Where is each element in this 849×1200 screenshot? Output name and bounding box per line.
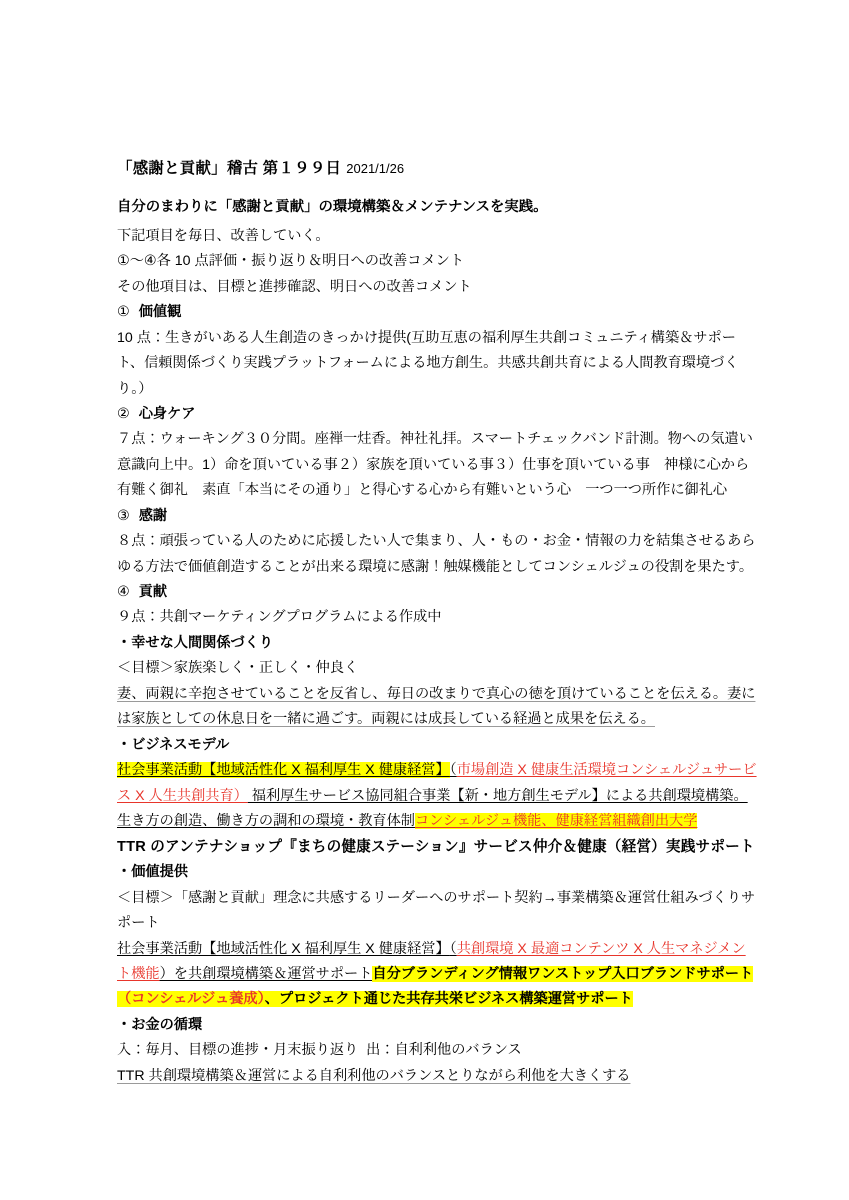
text-run: ）を共創環境構築＆運営サポート: [159, 966, 373, 983]
item-title: 心身ケア: [138, 405, 196, 422]
item-title: 価値観: [138, 304, 182, 321]
intro-line: その他項目は、目標と進捗確認、明日への改善コメント: [117, 278, 472, 295]
item-marker: ③: [117, 507, 130, 524]
intro-line: ①～④各 10 点評価・振り返り＆明日への改善コメント: [117, 253, 465, 270]
item-heading-4: [117, 580, 757, 606]
section-heading-relationships: ・幸せな人間関係づくり: [117, 634, 274, 651]
item-marker: ④: [117, 583, 130, 600]
text-run: 市場創造 X 健康生活環境コンシェルジュサービス X 人生共創共育）: [117, 762, 757, 804]
text-run: （: [449, 762, 457, 779]
item-heading-2: [117, 402, 757, 428]
text-run: （: [449, 940, 457, 957]
item-marker: ②: [117, 405, 130, 422]
section-flow-money: 入：毎月、目標の進捗・月末振り返り 出：自利利他のバランス: [117, 1042, 522, 1059]
section-body-relationships: 妻、両親に辛抱させていることを反省し、毎日の改まりで真心の徳を頂けていることを伝える。妻には家族としての休息日を一緒に過ごす。両親には成長している経過と成果を伝える。: [117, 685, 756, 728]
item-heading-3: [117, 504, 757, 530]
text-run: 社会事業活動【地域活性化 X 福利厚生 X 健康経営】: [117, 762, 450, 779]
item-title: 貢献: [138, 583, 168, 600]
document-body: [117, 156, 757, 1089]
text-run: 自分ブランディング情報ワンストップ入口ブランドサポート: [372, 966, 754, 983]
page-title-date: 2021/1/26: [346, 161, 405, 176]
section-body-value-offer: [117, 937, 757, 1013]
lead-statement: 自分のまわりに「感謝と貢献」の環境構築＆メンテナンスを実践。: [117, 199, 548, 215]
ttr-antenna-shop-line: TTR のアンテナショップ『まちの健康ステーション』サービス仲介＆健康（経営）実践サポート: [117, 839, 755, 856]
item-body-4: ９点：共創マーケティングプログラムによる作成中: [117, 609, 442, 626]
item-body-1: 10 点：生きがいある人生創造のきっかけ提供(互助互恵の福利厚生共創コミュニティ構築＆サポート、信頼関係づくり実践プラットフォームによる地方創生。共感共創共育による人間教育環境づくり。）: [117, 329, 739, 397]
text-run: 社会事業活動【地域活性化 X 福利厚生 X 健康経営】: [117, 940, 450, 957]
item-body-3: ８点：頑張っている人のために応援したい人で集まり、人・もの・お金・情報の力を結集させるあらゆる方法で価値創造することが出来る環境に感謝！触媒機能としてコンシェルジュの役割を果たす。: [117, 533, 756, 575]
intro-line: 下記項目を毎日、改善していく。: [117, 228, 330, 244]
section-heading-value-offer: ・価値提供: [117, 864, 188, 881]
text-run: コンシェルジュ機能、健康経営組織創出大学: [414, 812, 698, 829]
text-run: 共創環境 X 最適コンテンツ X 人生マネジメント機能: [117, 940, 746, 983]
item-heading-1: [117, 300, 757, 326]
section-heading-money-flow: ・お金の循環: [117, 1016, 203, 1033]
section-heading-business-model: ・ビジネスモデル: [117, 736, 230, 753]
section-body-money-flow: TTR 共創環境構築＆運営による自利利他のバランスとりながら利他を大きくする: [117, 1067, 631, 1084]
page-title: [117, 156, 757, 178]
text-run: 福利厚生サービス協同組合事業【新・地方創生モデル】による共創環境構築。生き方の創造、働き方の調和の環境・教育体制: [117, 787, 748, 829]
item-body-2: ７点：ウォーキング３０分間。座禅一炷香。神社礼拝。スマートチェックバンド計測。物への気遣い意識向上中。1）命を頂いている事２）家族を頂いている事３）仕事を頂いている事 神様に心から有難く御礼 素直「本当にその通り」と得心する心から有難いという心 一つ一つ所作に御礼心: [117, 431, 753, 499]
text-run: （コンシェルジュ養成）: [117, 991, 265, 1008]
section-goal-value-offer: ＜目標＞「感謝と貢献」理念に共感するリーダーへのサポート契約→事業構築＆運営仕組みづくりサポート: [117, 889, 756, 932]
item-title: 感謝: [138, 507, 168, 524]
page-title-text: 「感謝と貢献」稽古 第１９９日: [117, 160, 342, 177]
section-body-business-model: [117, 758, 757, 834]
text-run: 、プロジェクト通じた共存共栄ビジネス構築運営サポート: [264, 991, 633, 1008]
section-goal-relationships: ＜目標＞家族楽しく・正しく・仲良く: [117, 660, 359, 677]
item-marker: ①: [117, 304, 130, 321]
